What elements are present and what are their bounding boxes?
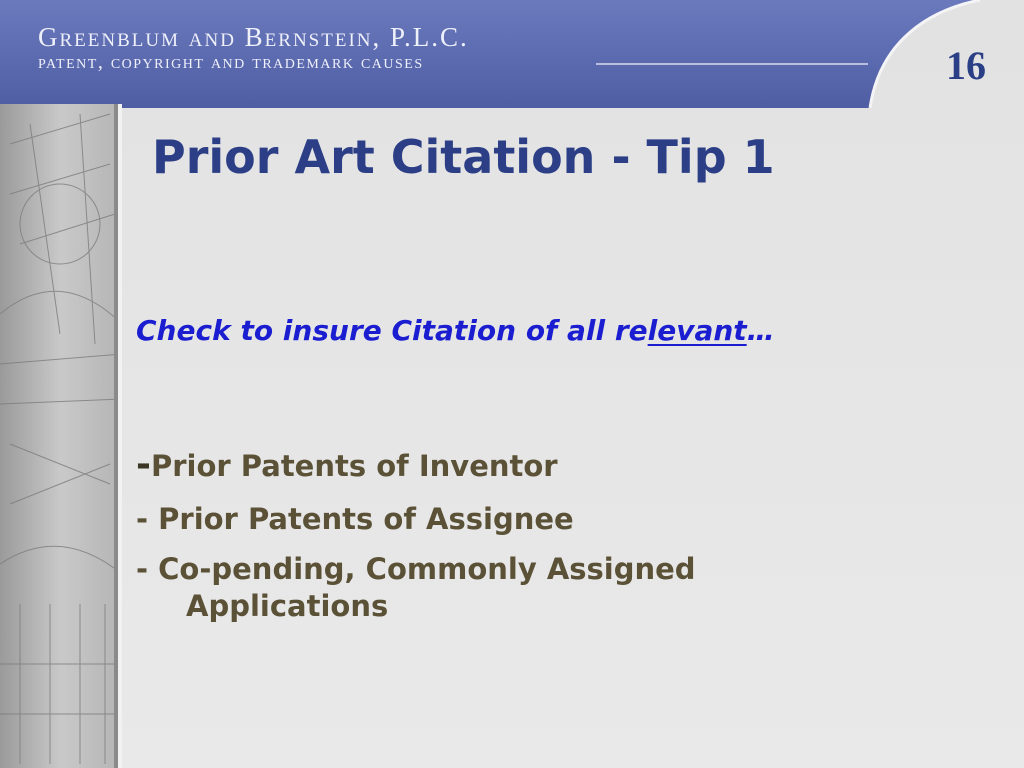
list-item	[136, 551, 996, 624]
bullet-text: Prior Patents of Assignee	[158, 502, 574, 536]
decorative-sidebar-image	[0, 104, 122, 768]
slide-number: 16	[946, 43, 986, 88]
bullet-continuation: Applications	[186, 588, 389, 623]
bullet-text: Co-pending, Commonly Assigned	[158, 552, 696, 587]
intro-line	[136, 314, 775, 347]
bullet-dash: -	[136, 502, 159, 536]
list-item	[136, 442, 996, 487]
bullet-dash: -	[136, 552, 159, 587]
intro-text: Check to insure Citation of all re	[136, 314, 648, 347]
firm-name: Greenblum and Bernstein, P.L.C.	[38, 22, 469, 52]
bullet-dash: -	[136, 444, 151, 485]
list-item	[136, 501, 996, 537]
slide-title: Prior Art Citation - Tip 1	[152, 130, 775, 184]
intro-underlined-text: levant	[647, 314, 747, 347]
firm-tagline: patent, copyright and trademark causes	[38, 51, 424, 73]
bullet-text: Prior Patents of Inventor	[150, 449, 558, 483]
intro-ellipsis: …	[746, 314, 775, 347]
bullet-list	[136, 442, 996, 638]
